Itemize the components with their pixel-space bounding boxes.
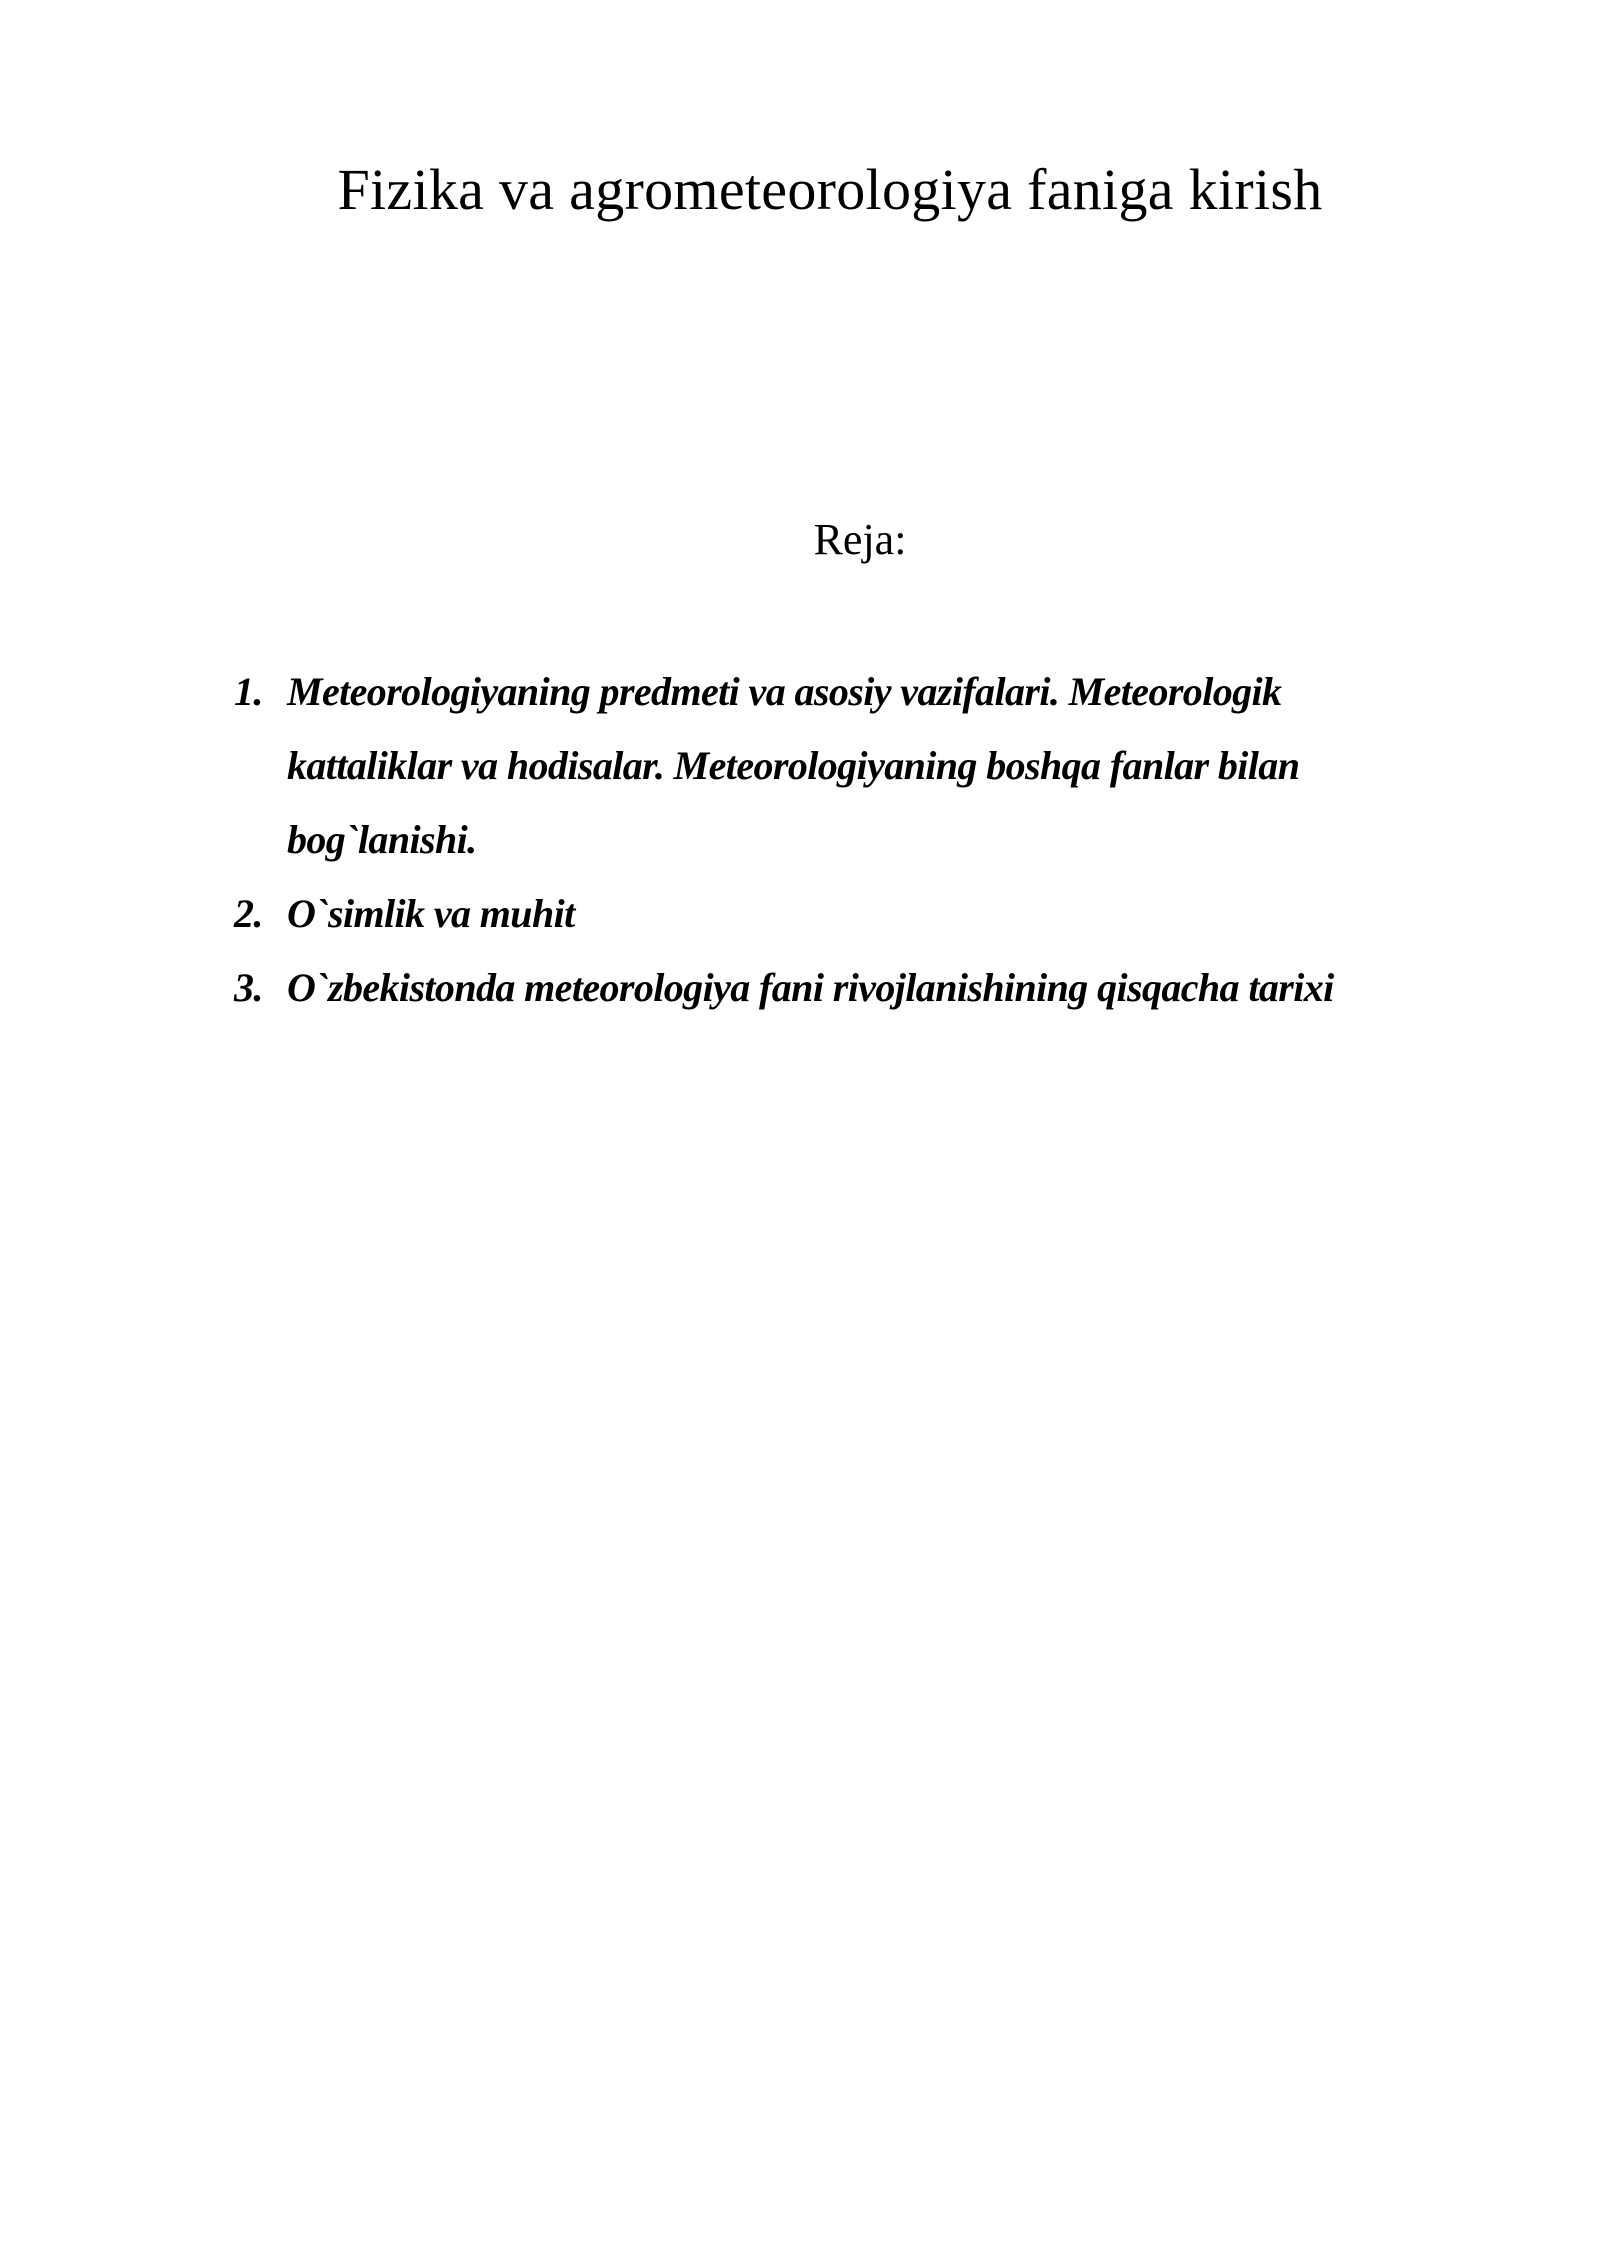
page-title: Fizika va agrometeorologiya faniga kirish [337,157,1323,222]
plan-item-1 [234,655,1414,877]
plan-item-text: O`simlik va muhit [287,891,575,936]
plan-item-3 [234,951,1414,1025]
plan-item-text: O`zbekistonda meteorologiya fani rivojlanishining qisqacha tarixi [287,965,1334,1010]
plan-item-number: 2. [234,891,263,936]
plan-item-number: 1. [234,669,263,714]
plan-item-number: 3. [234,965,263,1010]
plan-list [234,655,1414,1025]
plan-item-2 [234,877,1414,951]
plan-heading: Reja: [813,515,907,564]
plan-item-text: Meteorologiyaning predmeti va asosiy vazifalari. Meteorologik kattaliklar va hodisalar. Meteorologiyaning boshqa fanlar bilan bog`lanishi. [287,669,1300,862]
